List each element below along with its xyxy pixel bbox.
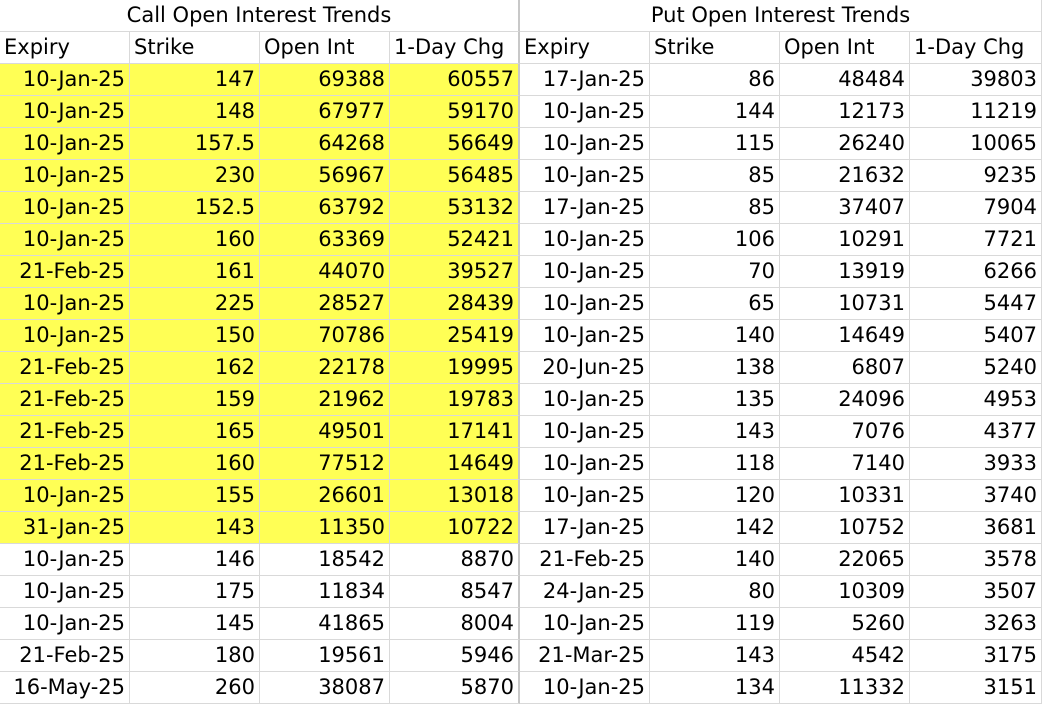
put-cell-1-day-chg[interactable]: 5240 [910, 352, 1042, 384]
call-cell-expiry[interactable]: 10-Jan-25 [0, 320, 130, 352]
call-cell-expiry[interactable]: 10-Jan-25 [0, 480, 130, 512]
call-cell-1-day-chg[interactable]: 59170 [390, 96, 520, 128]
call-cell-strike[interactable]: 145 [130, 608, 260, 640]
put-cell-open-int[interactable]: 5260 [780, 608, 910, 640]
put-cell-strike[interactable]: 85 [650, 160, 780, 192]
put-cell-open-int[interactable]: 11332 [780, 672, 910, 704]
put-cell-strike[interactable]: 86 [650, 64, 780, 96]
call-cell-strike[interactable]: 260 [130, 672, 260, 704]
call-table-title[interactable]: Call Open Interest Trends [0, 0, 520, 32]
put-cell-strike[interactable]: 135 [650, 384, 780, 416]
call-cell-1-day-chg[interactable]: 8870 [390, 544, 520, 576]
put-table-title[interactable]: Put Open Interest Trends [520, 0, 1042, 32]
put-cell-expiry[interactable]: 10-Jan-25 [520, 448, 650, 480]
put-cell-open-int[interactable]: 13919 [780, 256, 910, 288]
call-cell-strike[interactable]: 161 [130, 256, 260, 288]
put-cell-open-int[interactable]: 10309 [780, 576, 910, 608]
call-cell-expiry[interactable]: 10-Jan-25 [0, 576, 130, 608]
put-cell-expiry[interactable]: 10-Jan-25 [520, 480, 650, 512]
put-cell-expiry[interactable]: 21-Mar-25 [520, 640, 650, 672]
call-cell-expiry[interactable]: 10-Jan-25 [0, 128, 130, 160]
put-cell-expiry[interactable]: 17-Jan-25 [520, 192, 650, 224]
call-cell-1-day-chg[interactable]: 56649 [390, 128, 520, 160]
call-cell-expiry[interactable]: 10-Jan-25 [0, 224, 130, 256]
call-cell-1-day-chg[interactable]: 25419 [390, 320, 520, 352]
put-cell-1-day-chg[interactable]: 10065 [910, 128, 1042, 160]
put-cell-expiry[interactable]: 10-Jan-25 [520, 256, 650, 288]
put-cell-strike[interactable]: 118 [650, 448, 780, 480]
call-cell-open-int[interactable]: 22178 [260, 352, 390, 384]
put-cell-open-int[interactable]: 12173 [780, 96, 910, 128]
put-cell-open-int[interactable]: 24096 [780, 384, 910, 416]
call-cell-expiry[interactable]: 16-May-25 [0, 672, 130, 704]
put-cell-1-day-chg[interactable]: 5407 [910, 320, 1042, 352]
put-cell-open-int[interactable]: 10731 [780, 288, 910, 320]
put-cell-strike[interactable]: 119 [650, 608, 780, 640]
call-header-expiry[interactable]: Expiry [0, 32, 130, 64]
put-cell-strike[interactable]: 140 [650, 544, 780, 576]
put-cell-expiry[interactable]: 10-Jan-25 [520, 224, 650, 256]
put-cell-open-int[interactable]: 21632 [780, 160, 910, 192]
put-cell-1-day-chg[interactable]: 6266 [910, 256, 1042, 288]
call-cell-1-day-chg[interactable]: 5870 [390, 672, 520, 704]
put-header-open-int[interactable]: Open Int [780, 32, 910, 64]
put-cell-open-int[interactable]: 37407 [780, 192, 910, 224]
call-cell-open-int[interactable]: 44070 [260, 256, 390, 288]
call-cell-strike[interactable]: 150 [130, 320, 260, 352]
call-cell-1-day-chg[interactable]: 39527 [390, 256, 520, 288]
call-cell-1-day-chg[interactable]: 53132 [390, 192, 520, 224]
put-cell-1-day-chg[interactable]: 39803 [910, 64, 1042, 96]
put-cell-expiry[interactable]: 21-Feb-25 [520, 544, 650, 576]
call-cell-open-int[interactable]: 41865 [260, 608, 390, 640]
call-cell-open-int[interactable]: 69388 [260, 64, 390, 96]
put-cell-1-day-chg[interactable]: 4377 [910, 416, 1042, 448]
call-cell-open-int[interactable]: 38087 [260, 672, 390, 704]
call-cell-open-int[interactable]: 21962 [260, 384, 390, 416]
call-cell-1-day-chg[interactable]: 5946 [390, 640, 520, 672]
call-cell-open-int[interactable]: 67977 [260, 96, 390, 128]
put-cell-expiry[interactable]: 10-Jan-25 [520, 416, 650, 448]
put-cell-strike[interactable]: 142 [650, 512, 780, 544]
call-cell-open-int[interactable]: 11834 [260, 576, 390, 608]
put-cell-expiry[interactable]: 17-Jan-25 [520, 512, 650, 544]
call-cell-strike[interactable]: 175 [130, 576, 260, 608]
call-cell-1-day-chg[interactable]: 56485 [390, 160, 520, 192]
put-cell-1-day-chg[interactable]: 11219 [910, 96, 1042, 128]
call-cell-strike[interactable]: 160 [130, 448, 260, 480]
call-cell-open-int[interactable]: 19561 [260, 640, 390, 672]
put-cell-strike[interactable]: 134 [650, 672, 780, 704]
call-cell-1-day-chg[interactable]: 19995 [390, 352, 520, 384]
put-cell-strike[interactable]: 85 [650, 192, 780, 224]
put-cell-1-day-chg[interactable]: 3263 [910, 608, 1042, 640]
put-cell-open-int[interactable]: 14649 [780, 320, 910, 352]
put-cell-open-int[interactable]: 6807 [780, 352, 910, 384]
put-cell-expiry[interactable]: 10-Jan-25 [520, 288, 650, 320]
put-cell-strike[interactable]: 115 [650, 128, 780, 160]
call-cell-1-day-chg[interactable]: 28439 [390, 288, 520, 320]
put-cell-strike[interactable]: 143 [650, 416, 780, 448]
call-cell-1-day-chg[interactable]: 19783 [390, 384, 520, 416]
put-cell-open-int[interactable]: 10291 [780, 224, 910, 256]
put-cell-expiry[interactable]: 10-Jan-25 [520, 96, 650, 128]
call-cell-strike[interactable]: 148 [130, 96, 260, 128]
put-cell-expiry[interactable]: 10-Jan-25 [520, 608, 650, 640]
call-cell-open-int[interactable]: 56967 [260, 160, 390, 192]
put-cell-strike[interactable]: 143 [650, 640, 780, 672]
call-cell-strike[interactable]: 162 [130, 352, 260, 384]
call-cell-expiry[interactable]: 10-Jan-25 [0, 160, 130, 192]
call-cell-strike[interactable]: 146 [130, 544, 260, 576]
put-cell-open-int[interactable]: 48484 [780, 64, 910, 96]
put-cell-1-day-chg[interactable]: 7904 [910, 192, 1042, 224]
put-cell-expiry[interactable]: 10-Jan-25 [520, 672, 650, 704]
put-cell-open-int[interactable]: 4542 [780, 640, 910, 672]
put-cell-expiry[interactable]: 10-Jan-25 [520, 384, 650, 416]
put-cell-strike[interactable]: 70 [650, 256, 780, 288]
put-cell-strike[interactable]: 80 [650, 576, 780, 608]
call-cell-expiry[interactable]: 10-Jan-25 [0, 96, 130, 128]
put-cell-1-day-chg[interactable]: 3578 [910, 544, 1042, 576]
put-cell-1-day-chg[interactable]: 4953 [910, 384, 1042, 416]
call-cell-expiry[interactable]: 21-Feb-25 [0, 384, 130, 416]
call-cell-strike[interactable]: 155 [130, 480, 260, 512]
put-cell-1-day-chg[interactable]: 9235 [910, 160, 1042, 192]
put-cell-strike[interactable]: 120 [650, 480, 780, 512]
call-header-strike[interactable]: Strike [130, 32, 260, 64]
call-cell-strike[interactable]: 180 [130, 640, 260, 672]
call-cell-1-day-chg[interactable]: 8547 [390, 576, 520, 608]
call-cell-strike[interactable]: 157.5 [130, 128, 260, 160]
call-cell-expiry[interactable]: 21-Feb-25 [0, 256, 130, 288]
put-cell-strike[interactable]: 140 [650, 320, 780, 352]
put-cell-expiry[interactable]: 10-Jan-25 [520, 320, 650, 352]
put-cell-1-day-chg[interactable]: 5447 [910, 288, 1042, 320]
call-cell-open-int[interactable]: 28527 [260, 288, 390, 320]
put-cell-1-day-chg[interactable]: 7721 [910, 224, 1042, 256]
call-cell-1-day-chg[interactable]: 10722 [390, 512, 520, 544]
call-cell-open-int[interactable]: 18542 [260, 544, 390, 576]
put-cell-1-day-chg[interactable]: 3933 [910, 448, 1042, 480]
call-cell-expiry[interactable]: 10-Jan-25 [0, 64, 130, 96]
call-header-open-int[interactable]: Open Int [260, 32, 390, 64]
put-cell-expiry[interactable]: 24-Jan-25 [520, 576, 650, 608]
put-header-1-day-chg[interactable]: 1-Day Chg [910, 32, 1042, 64]
call-cell-expiry[interactable]: 31-Jan-25 [0, 512, 130, 544]
call-cell-open-int[interactable]: 63369 [260, 224, 390, 256]
call-cell-strike[interactable]: 165 [130, 416, 260, 448]
call-cell-1-day-chg[interactable]: 60557 [390, 64, 520, 96]
put-cell-strike[interactable]: 138 [650, 352, 780, 384]
call-cell-expiry[interactable]: 21-Feb-25 [0, 640, 130, 672]
put-cell-1-day-chg[interactable]: 3507 [910, 576, 1042, 608]
call-cell-open-int[interactable]: 77512 [260, 448, 390, 480]
call-cell-open-int[interactable]: 64268 [260, 128, 390, 160]
call-cell-open-int[interactable]: 11350 [260, 512, 390, 544]
put-cell-open-int[interactable]: 26240 [780, 128, 910, 160]
call-cell-strike[interactable]: 147 [130, 64, 260, 96]
call-cell-expiry[interactable]: 10-Jan-25 [0, 544, 130, 576]
call-cell-expiry[interactable]: 10-Jan-25 [0, 192, 130, 224]
call-cell-expiry[interactable]: 21-Feb-25 [0, 352, 130, 384]
put-cell-open-int[interactable]: 10752 [780, 512, 910, 544]
put-cell-open-int[interactable]: 7140 [780, 448, 910, 480]
put-cell-strike[interactable]: 144 [650, 96, 780, 128]
call-cell-open-int[interactable]: 70786 [260, 320, 390, 352]
call-cell-1-day-chg[interactable]: 8004 [390, 608, 520, 640]
put-cell-strike[interactable]: 65 [650, 288, 780, 320]
call-cell-1-day-chg[interactable]: 17141 [390, 416, 520, 448]
call-header-1-day-chg[interactable]: 1-Day Chg [390, 32, 520, 64]
call-cell-strike[interactable]: 152.5 [130, 192, 260, 224]
put-cell-open-int[interactable]: 22065 [780, 544, 910, 576]
put-cell-expiry[interactable]: 17-Jan-25 [520, 64, 650, 96]
call-cell-strike[interactable]: 160 [130, 224, 260, 256]
call-cell-expiry[interactable]: 21-Feb-25 [0, 448, 130, 480]
call-cell-open-int[interactable]: 26601 [260, 480, 390, 512]
put-cell-1-day-chg[interactable]: 3681 [910, 512, 1042, 544]
call-cell-strike[interactable]: 143 [130, 512, 260, 544]
put-cell-expiry[interactable]: 10-Jan-25 [520, 160, 650, 192]
put-cell-expiry[interactable]: 20-Jun-25 [520, 352, 650, 384]
put-header-expiry[interactable]: Expiry [520, 32, 650, 64]
call-cell-1-day-chg[interactable]: 52421 [390, 224, 520, 256]
put-cell-open-int[interactable]: 10331 [780, 480, 910, 512]
put-cell-open-int[interactable]: 7076 [780, 416, 910, 448]
call-cell-strike[interactable]: 225 [130, 288, 260, 320]
call-cell-open-int[interactable]: 49501 [260, 416, 390, 448]
call-cell-1-day-chg[interactable]: 13018 [390, 480, 520, 512]
call-cell-expiry[interactable]: 10-Jan-25 [0, 608, 130, 640]
call-cell-expiry[interactable]: 21-Feb-25 [0, 416, 130, 448]
call-cell-strike[interactable]: 230 [130, 160, 260, 192]
call-cell-open-int[interactable]: 63792 [260, 192, 390, 224]
put-cell-strike[interactable]: 106 [650, 224, 780, 256]
call-cell-expiry[interactable]: 10-Jan-25 [0, 288, 130, 320]
call-cell-1-day-chg[interactable]: 14649 [390, 448, 520, 480]
put-cell-1-day-chg[interactable]: 3151 [910, 672, 1042, 704]
put-cell-expiry[interactable]: 10-Jan-25 [520, 128, 650, 160]
call-cell-strike[interactable]: 159 [130, 384, 260, 416]
put-cell-1-day-chg[interactable]: 3740 [910, 480, 1042, 512]
put-cell-1-day-chg[interactable]: 3175 [910, 640, 1042, 672]
put-header-strike[interactable]: Strike [650, 32, 780, 64]
